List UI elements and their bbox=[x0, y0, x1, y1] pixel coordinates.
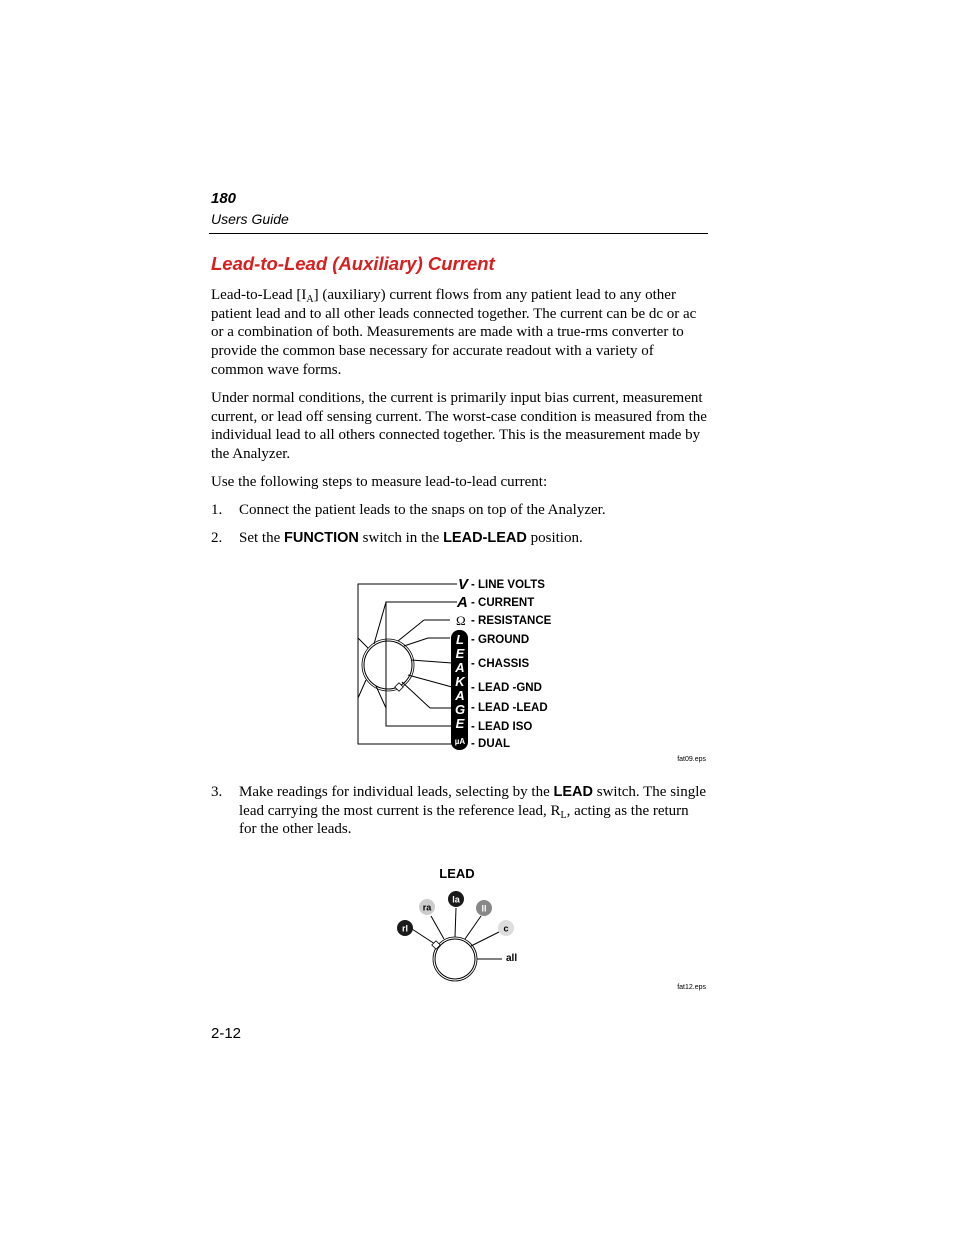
leakage-letter-5: A bbox=[455, 688, 465, 703]
position-all-label: all bbox=[506, 953, 518, 964]
section-title: Lead-to-Lead (Auxiliary) Current bbox=[211, 253, 495, 274]
leakage-letter-4: K bbox=[455, 674, 465, 689]
leakage-letter-1: L bbox=[456, 632, 464, 647]
badge-ra-label: ra bbox=[422, 902, 432, 913]
step-2-text-a: Set the bbox=[239, 530, 284, 546]
badge-rl-label: rl bbox=[401, 923, 409, 934]
leakage-letter-3: A bbox=[455, 660, 465, 675]
function-knob bbox=[364, 641, 412, 689]
step-1-text: Connect the patient leads to the snaps on top of the Analyzer. bbox=[239, 502, 606, 518]
label-lead-iso: - LEAD ISO bbox=[471, 721, 533, 733]
lead-pointer-marker bbox=[432, 941, 440, 949]
step-3-text-a: Make readings for individual leads, selecting by the bbox=[239, 784, 554, 800]
amps-symbol: A bbox=[457, 594, 468, 611]
volts-symbol: V bbox=[458, 576, 469, 593]
function-keyword: FUNCTION bbox=[284, 530, 359, 546]
function-knob-rim bbox=[362, 639, 414, 691]
micro-amp-label: µA bbox=[454, 737, 466, 746]
paragraph-steps-intro: Use the following steps to measure lead-to-lead current: bbox=[211, 474, 548, 490]
leakage-letter-6: G bbox=[454, 702, 466, 717]
lead-switch-figure bbox=[380, 860, 720, 995]
label-lead-lead: - LEAD -LEAD bbox=[471, 702, 548, 714]
step-3-number: 3. bbox=[211, 784, 223, 800]
running-title: Users Guide bbox=[211, 211, 289, 227]
badge-la-label: la bbox=[452, 894, 460, 905]
lead-lead-keyword: LEAD-LEAD bbox=[443, 530, 527, 546]
function-switch-figure bbox=[340, 568, 720, 768]
label-resistance: - RESISTANCE bbox=[471, 615, 552, 627]
header-rule bbox=[209, 233, 708, 234]
leakage-letter-7: E bbox=[455, 716, 465, 731]
badge-c-label: c bbox=[503, 923, 509, 934]
page-number: 180 bbox=[211, 190, 237, 207]
step-3-text-c: , acting as the return for the other leads. bbox=[239, 802, 689, 838]
lead-switch-title: LEAD bbox=[439, 866, 475, 881]
subscript-l: L bbox=[560, 809, 567, 821]
bracket-line-volts bbox=[358, 584, 457, 744]
lead-knob bbox=[435, 939, 475, 979]
label-ground: - GROUND bbox=[471, 634, 530, 646]
lead-keyword: LEAD bbox=[553, 784, 593, 800]
step-3-text-b: switch. The single lead carrying the most current is the reference lead, R bbox=[239, 784, 707, 819]
step-2-text-c: position. bbox=[526, 530, 583, 546]
paragraph-intro-rest: ] (auxiliary) current flows from any patient lead to any other patient lead and to all other leads connected together. The current can be dc or ac or a combination of both. Measurements are made with a true-rms converter to provide the common base necessary for accurate readout with a variety of common wave forms. bbox=[211, 287, 697, 378]
label-dual: - DUAL bbox=[471, 738, 510, 750]
paragraph-conditions: Under normal conditions, the current is primarily input bias current, measurement current, or lead off sensing current. The worst-case condition is measured from the individual lead to all others connected together. This is the measurement made by the Analyzer. bbox=[211, 390, 707, 463]
label-line-volts: - LINE VOLTS bbox=[471, 579, 545, 591]
figure-file-label: fat09.eps bbox=[677, 756, 706, 763]
bracket-current bbox=[386, 602, 457, 726]
paragraph-intro-start: Lead-to-Lead [I bbox=[211, 287, 307, 303]
subscript-a: A bbox=[306, 294, 314, 305]
step-1-number: 1. bbox=[211, 502, 223, 518]
step-2-text-b: switch in the bbox=[358, 530, 444, 546]
paragraph-intro bbox=[211, 286, 708, 380]
ohm-symbol: Ω bbox=[456, 613, 466, 628]
label-chassis: - CHASSIS bbox=[471, 658, 530, 670]
leakage-letter-2: E bbox=[455, 646, 465, 661]
step-2-text bbox=[239, 529, 708, 548]
lead-figure-file-label: fat12.eps bbox=[677, 984, 706, 991]
step-2-number: 2. bbox=[211, 530, 223, 546]
label-current: - CURRENT bbox=[471, 597, 535, 609]
badge-ll-label: ll bbox=[481, 903, 487, 914]
footer-page-number: 2-12 bbox=[211, 1025, 242, 1042]
step-3-text bbox=[239, 783, 708, 839]
label-lead-gnd: - LEAD -GND bbox=[471, 682, 542, 694]
lead-knob-rim bbox=[433, 937, 477, 981]
